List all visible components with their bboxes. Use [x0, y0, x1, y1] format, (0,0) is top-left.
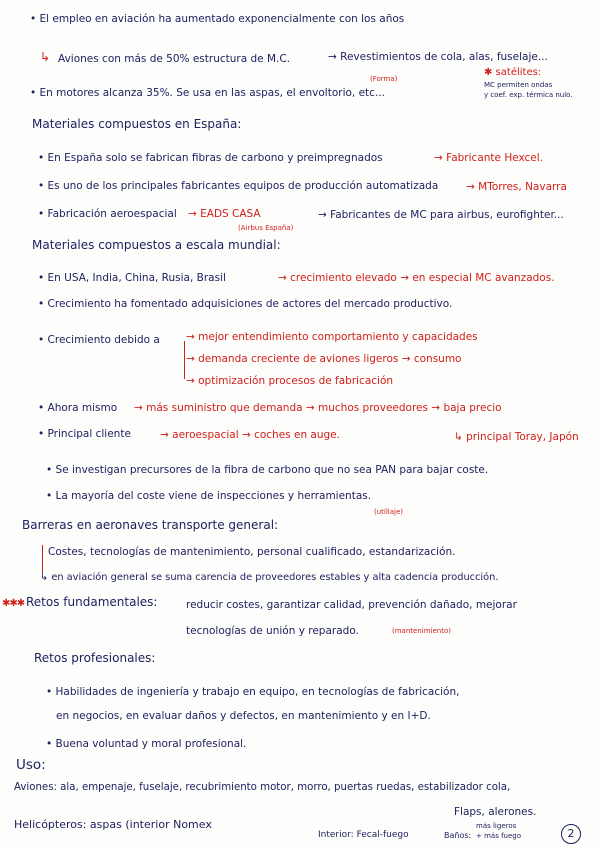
heading-uso: Uso:: [16, 757, 46, 773]
annotation-airbus: (Airbus España): [238, 224, 294, 232]
line-mejor-entendimiento: → mejor entendimiento comportamiento y capacidades: [186, 331, 478, 343]
line-crecimiento-elevado: → crecimiento elevado → en especial MC avanzados.: [278, 272, 555, 284]
heading-mundial: Materiales compuestos a escala mundial:: [32, 238, 281, 252]
line-costes-tecnologias: Costes, tecnologías de mantenimiento, personal cualificado, estandarización.: [48, 546, 456, 558]
line-habilidades-1: • Habilidades de ingeniería y trabajo en equipo, en tecnologías de fabricación,: [46, 686, 460, 698]
line-banos-2: + más fuego: [476, 832, 522, 840]
line-habilidades-2: en negocios, en evaluar daños y defectos, en mantenimiento y en I+D.: [56, 710, 431, 722]
line-principal-cliente: • Principal cliente: [38, 428, 131, 440]
line-precursores: • Se investigan precursores de la fibra de carbono que no sea PAN para bajar coste.: [46, 464, 489, 476]
line-demanda-creciente: → demanda creciente de aviones ligeros → consumo: [186, 353, 462, 365]
satelites-title: ✱ satélites:: [484, 67, 542, 78]
line-banos-1: más ligeros: [476, 822, 517, 830]
line-crecimiento-debido: • Crecimiento debido a: [38, 334, 160, 346]
line-empleo: • El empleo en aviación ha aumentado exponencialmente con los años: [30, 13, 405, 25]
label-banos: Baños:: [444, 831, 472, 840]
line-usa-india: • En USA, India, China, Rusia, Brasil: [38, 272, 226, 284]
satelites-line-2: y coef. exp. térmica nulo.: [484, 91, 573, 99]
line-revestimientos: → Revestimientos de cola, alas, fuselaje...: [328, 51, 548, 63]
annotation-utillaje: (utillaje): [374, 508, 404, 516]
line-adquisiciones: • Crecimiento ha fomentado adquisiciones de actores del mercado productivo.: [38, 298, 453, 310]
line-eads: → EADS CASA: [188, 208, 261, 220]
line-aviones-mc: Aviones con más de 50% estructura de M.C.: [58, 53, 291, 65]
line-uso-helicopteros: Helicópteros: aspas (interior Nomex: [14, 818, 212, 831]
line-uso-aviones: Aviones: ala, empenaje, fuselaje, recubrimiento motor, morro, puertas ruedas, estabilizador cola,: [14, 782, 511, 793]
arrow-icon: ↳: [40, 50, 51, 64]
annotation-mantenimiento: (mantenimiento): [392, 627, 451, 635]
line-aeroespacial-coches: → aeroespacial → coches en auge.: [160, 429, 340, 441]
line-retos-fundamentales-1: reducir costes, garantizar calidad, prevención dañado, mejorar: [186, 599, 517, 611]
line-buena-voluntad: • Buena voluntad y moral profesional.: [46, 738, 247, 750]
annotation-forma: (Forma): [370, 75, 398, 83]
line-flaps: Flaps, alerones.: [454, 806, 537, 818]
line-fabricacion-aeroespacial: • Fabricación aeroespacial: [38, 208, 177, 220]
important-stars-icon: ✱✱✱: [2, 598, 25, 609]
line-toray: ↳ principal Toray, Japón: [454, 431, 579, 443]
heading-barreras: Barreras en aeronaves transporte general:: [22, 518, 279, 532]
line-motores: • En motores alcanza 35%. Se usa en las aspas, el envoltorio, etc...: [30, 87, 385, 99]
page-number: 2: [561, 824, 581, 844]
bracket-crecimiento: [184, 341, 185, 379]
line-aviacion-general: ↳ en aviación general se suma carencia de proveedores estables y alta cadencia producción.: [40, 572, 499, 583]
heading-retos-profesionales: Retos profesionales:: [34, 651, 156, 665]
line-retos-fundamentales-2: tecnologías de unión y reparado.: [186, 625, 359, 637]
line-ahora-mismo: • Ahora mismo: [38, 402, 118, 414]
line-espana-fibras: • En España solo se fabrican fibras de carbono y preimpregnados: [38, 152, 383, 164]
line-fabricantes-mc: → Fabricantes de MC para airbus, eurofighter...: [318, 209, 564, 221]
line-interior: Interior: Fecal-fuego: [318, 830, 409, 840]
line-fabricantes-equipos: • Es uno de los principales fabricantes equipos de producción automatizada: [38, 180, 439, 192]
satelites-line-1: MC permiten ondas: [484, 81, 553, 89]
bracket-barreras: [42, 545, 43, 573]
line-coste-herramientas: • La mayoría del coste viene de inspecciones y herramientas.: [46, 490, 372, 502]
line-mas-suministro: → más suministro que demanda → muchos proveedores → baja precio: [134, 402, 502, 414]
label-retos-fundamentales: Retos fundamentales:: [26, 595, 158, 609]
line-mtorres: → MTorres, Navarra: [466, 181, 567, 193]
line-hexcel: → Fabricante Hexcel.: [434, 152, 544, 164]
line-optimizacion: → optimización procesos de fabricación: [186, 375, 394, 387]
heading-espana: Materiales compuestos en España:: [32, 117, 242, 131]
